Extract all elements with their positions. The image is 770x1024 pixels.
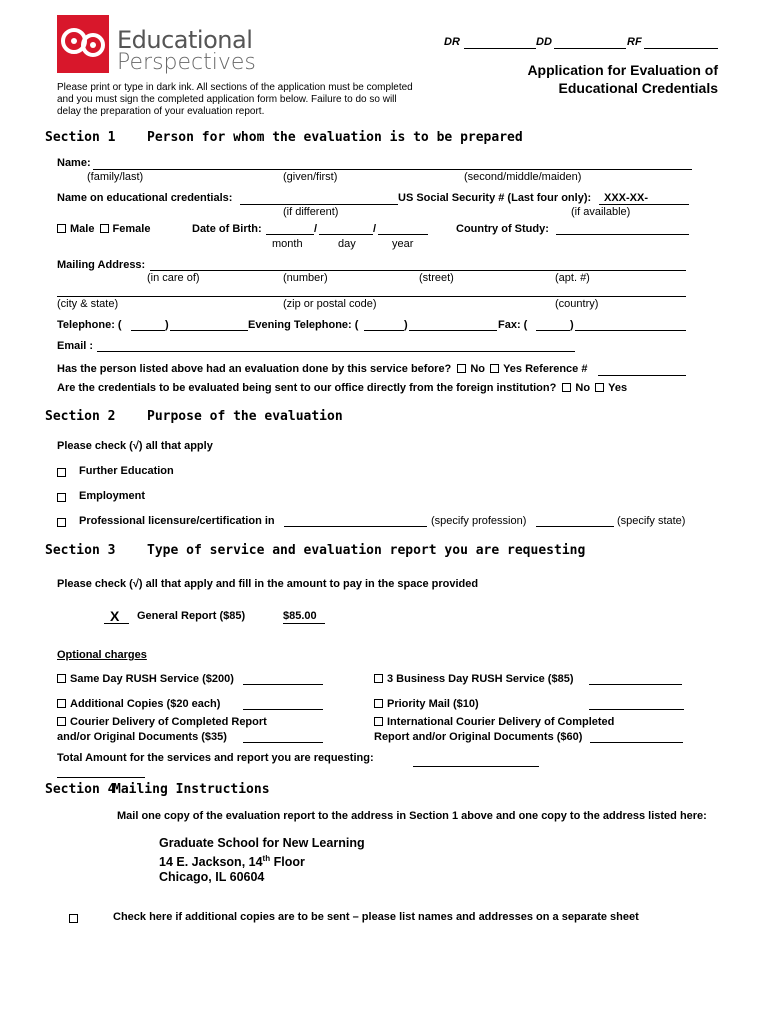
- courier-amount-field[interactable]: [243, 742, 323, 743]
- general-report-check-line: [104, 623, 129, 624]
- section4-instructions: Mail one copy of the evaluation report to the address in Section 1 above and one copy to the address listed here:: [117, 810, 707, 822]
- courier-row: [57, 716, 267, 728]
- dob-sep: /: [314, 223, 318, 235]
- section1-title: Person for whom the evaluation is to be prepared: [147, 130, 523, 145]
- logo-wordmark-line2: Perspectives: [117, 50, 256, 75]
- section2-title: Purpose of the evaluation: [147, 409, 343, 424]
- female-checkbox[interactable]: [100, 224, 109, 233]
- address-floor: Floor: [270, 855, 305, 870]
- optional-charges-heading: Optional charges: [57, 649, 147, 661]
- prev-eval-yes-checkbox[interactable]: [490, 364, 499, 373]
- country-study-label: Country of Study:: [456, 223, 549, 235]
- mail-sub-care: (in care of): [147, 272, 200, 284]
- section2-instructions: Please check (√) all that apply: [57, 440, 213, 452]
- direct-yes-checkbox[interactable]: [595, 383, 604, 392]
- general-report-amount[interactable]: $85.00: [283, 610, 317, 622]
- total-extra-line[interactable]: [57, 777, 145, 778]
- section3-title: Type of service and evaluation report you are requesting: [147, 543, 586, 558]
- same-day-checkbox[interactable]: [57, 674, 66, 683]
- form-title-line2: Educational Credentials: [558, 80, 718, 96]
- intl-courier-label-line1: International Courier Delivery of Completed: [387, 716, 615, 728]
- cred-name-field[interactable]: [240, 204, 398, 205]
- mailing-address-line2-field[interactable]: [57, 296, 686, 297]
- direct-no-label: No: [575, 382, 591, 394]
- prev-eval-question: Has the person listed above had an evaluation done by this service before?: [57, 363, 452, 375]
- instructions-line: delay the preparation of your evaluation report.: [57, 106, 265, 117]
- three-day-label: 3 Business Day RUSH Service ($85): [387, 673, 574, 685]
- priority-amount-field[interactable]: [589, 709, 684, 710]
- rf-field[interactable]: [644, 48, 718, 49]
- total-label: Total Amount for the services and report you are requesting:: [57, 752, 374, 764]
- logo: [57, 15, 257, 75]
- prev-eval-yes-label: Yes Reference #: [503, 363, 588, 375]
- employment-label: Employment: [79, 490, 146, 502]
- email-label: Email :: [57, 340, 94, 352]
- add-copies-checkbox[interactable]: [57, 699, 66, 708]
- specify-state-label: (specify state): [617, 515, 686, 527]
- male-label: Male: [70, 223, 95, 235]
- mail-sub-street: (street): [419, 272, 454, 284]
- name-field[interactable]: [93, 169, 692, 170]
- name-label: Name:: [57, 157, 91, 169]
- intl-courier-amount-field[interactable]: [590, 742, 683, 743]
- section1-number: Section 1: [45, 130, 116, 145]
- intl-courier-checkbox[interactable]: [374, 717, 383, 726]
- evening-area-field[interactable]: [364, 330, 404, 331]
- section3-number: Section 3: [45, 543, 116, 558]
- paren-close: ): [165, 319, 169, 331]
- licensure-checkbox[interactable]: [57, 518, 66, 527]
- intl-courier-row: [374, 716, 614, 728]
- mail-sub-apt: (apt. #): [555, 272, 590, 284]
- gender-group: [57, 223, 150, 235]
- employment-checkbox[interactable]: [57, 493, 66, 502]
- direct-yes-label: Yes: [608, 382, 628, 394]
- cred-sub: (if different): [283, 206, 339, 218]
- dob-label: Date of Birth:: [192, 223, 262, 235]
- address-street: 14 E. Jackson, 14: [159, 855, 263, 870]
- same-day-amount-field[interactable]: [243, 684, 323, 685]
- country-study-field[interactable]: [556, 234, 689, 235]
- licensure-state-field[interactable]: [536, 526, 614, 527]
- dr-field[interactable]: [464, 48, 536, 49]
- section4-number: Section 4: [45, 782, 116, 797]
- direct-row: [57, 382, 627, 394]
- mail-sub-number: (number): [283, 272, 328, 284]
- mailing-address-field[interactable]: [150, 270, 686, 271]
- dd-label: DD: [536, 36, 552, 48]
- ssn-label: US Social Security # (Last four only):: [398, 192, 592, 204]
- dob-sep: /: [373, 223, 377, 235]
- telephone-field[interactable]: [170, 330, 248, 331]
- fax-field[interactable]: [575, 330, 686, 331]
- address-sup: th: [262, 854, 271, 863]
- licensure-profession-field[interactable]: [284, 526, 427, 527]
- courier-label-line2: and/or Original Documents ($35): [57, 731, 227, 743]
- ssn-sub: (if available): [571, 206, 631, 218]
- instructions-line: and you must sign the completed application form below. Failure to do so will: [57, 94, 397, 105]
- add-copies-amount-field[interactable]: [243, 709, 323, 710]
- name-sub-given: (given/first): [283, 171, 338, 183]
- courier-label-line1: Courier Delivery of Completed Report: [70, 716, 267, 728]
- telephone-area-field[interactable]: [131, 330, 165, 331]
- mailing-address-block: [159, 836, 365, 885]
- paren-close: ): [570, 319, 574, 331]
- same-day-label: Same Day RUSH Service ($200): [70, 673, 234, 685]
- priority-label: Priority Mail ($10): [387, 698, 479, 710]
- general-report-label: General Report ($85): [137, 610, 246, 622]
- telephone-label: Telephone: (: [57, 319, 122, 331]
- three-day-row: [374, 673, 573, 685]
- three-day-amount-field[interactable]: [589, 684, 682, 685]
- general-report-mark[interactable]: X: [110, 608, 120, 624]
- male-checkbox[interactable]: [57, 224, 66, 233]
- dd-field[interactable]: [554, 48, 626, 49]
- section4-title: Mailing Instructions: [113, 782, 270, 797]
- address-line3: Chicago, IL 60604: [159, 870, 265, 885]
- name-sub-middle: (second/middle/maiden): [464, 171, 582, 183]
- dob-month-field[interactable]: [266, 234, 314, 235]
- priority-checkbox[interactable]: [374, 699, 383, 708]
- evening-telephone-label: Evening Telephone: (: [248, 319, 359, 331]
- direct-question: Are the credentials to be evaluated being sent to our office directly from the foreign institution?: [57, 382, 557, 394]
- dob-sub-day: day: [338, 238, 356, 250]
- fax-label: Fax: (: [498, 319, 528, 331]
- add-copies-label: Additional Copies ($20 each): [70, 698, 221, 710]
- courier-checkbox[interactable]: [57, 717, 66, 726]
- instructions-line: Please print or type in dark ink. All sections of the application must be completed: [57, 82, 413, 93]
- rf-label: RF: [627, 36, 642, 48]
- specify-profession-label: (specify profession): [431, 515, 527, 527]
- evening-telephone-field[interactable]: [409, 330, 497, 331]
- licensure-label: Professional licensure/certification in: [79, 515, 275, 527]
- instructions: [57, 82, 413, 118]
- dr-label: DR: [444, 36, 460, 48]
- dob-year-field[interactable]: [378, 234, 428, 235]
- additional-copies-checkbox[interactable]: [69, 914, 78, 923]
- logo-mark-icon: [57, 15, 109, 73]
- logo-wordmark-line1: Educational: [117, 26, 253, 54]
- female-label: Female: [112, 223, 151, 235]
- same-day-row: [57, 673, 234, 685]
- mailing-address-label: Mailing Address:: [57, 259, 146, 271]
- cred-name-label: Name on educational credentials:: [57, 192, 233, 204]
- section2-number: Section 2: [45, 409, 116, 424]
- ssn-prefix: XXX-XX-: [604, 192, 649, 204]
- intl-courier-label-line2: Report and/or Original Documents ($60): [374, 731, 583, 743]
- dob-sub-month: month: [272, 238, 303, 250]
- email-field[interactable]: [97, 351, 575, 352]
- mail-sub-country: (country): [555, 298, 599, 310]
- dob-day-field[interactable]: [319, 234, 373, 235]
- address-line1: Graduate School for New Learning: [159, 836, 365, 850]
- further-education-label: Further Education: [79, 465, 174, 477]
- reference-number-field[interactable]: [598, 375, 686, 376]
- fax-area-field[interactable]: [536, 330, 570, 331]
- paren-close: ): [404, 319, 408, 331]
- total-amount-field[interactable]: [413, 766, 539, 767]
- add-copies-row: [57, 698, 220, 710]
- form-title-line1: Application for Evaluation of: [527, 62, 718, 78]
- direct-no-checkbox[interactable]: [562, 383, 571, 392]
- further-education-checkbox[interactable]: [57, 468, 66, 477]
- mail-sub-zip: (zip or postal code): [283, 298, 377, 310]
- three-day-checkbox[interactable]: [374, 674, 383, 683]
- priority-row: [374, 698, 479, 710]
- prev-eval-no-checkbox[interactable]: [457, 364, 466, 373]
- prev-eval-no-label: No: [470, 363, 486, 375]
- prev-eval-row: [57, 363, 587, 375]
- address-line2: [159, 851, 365, 870]
- ssn-field[interactable]: [599, 204, 689, 205]
- section3-instructions: Please check (√) all that apply and fill in the amount to pay in the space provided: [57, 578, 479, 590]
- additional-copies-label: Check here if additional copies are to be sent – please list names and addresses on a separate sheet: [113, 911, 639, 923]
- general-report-amount-line: [283, 623, 325, 624]
- dob-sub-year: year: [392, 238, 414, 250]
- name-sub-family: (family/last): [87, 171, 144, 183]
- mail-sub-city: (city & state): [57, 298, 119, 310]
